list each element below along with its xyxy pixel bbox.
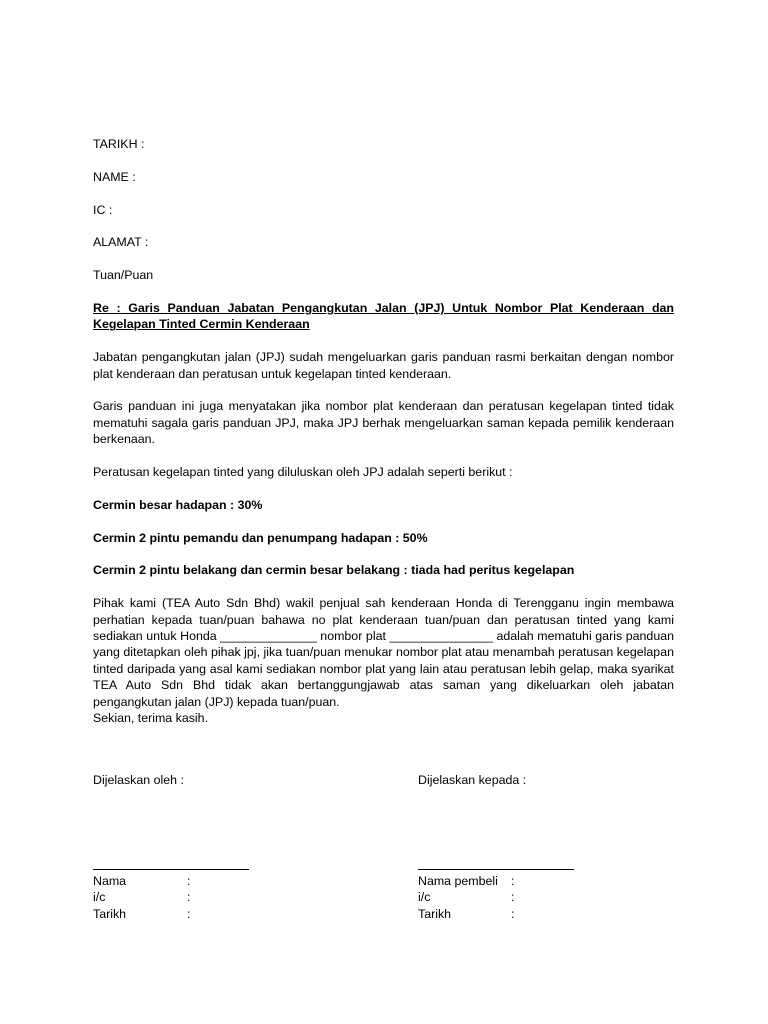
letter-body xyxy=(93,136,674,726)
signature-row xyxy=(418,873,514,889)
date-field-label: TARIKH : xyxy=(93,137,145,151)
salutation: Tuan/Puan xyxy=(93,268,154,283)
paragraph: Garis panduan ini juga menyatakan jika nombor plat kenderaan dan peratusan kegelapan tinted tidak mematuhi sagala garis panduan JPJ, maka JPJ berhak mengeluarkan saman kepada pemilik kenderaan berkenaan. xyxy=(93,399,674,447)
signature-row-colon: : xyxy=(511,874,515,888)
signature-row xyxy=(93,889,190,905)
signature-row xyxy=(418,889,514,905)
signature-row-label: Nama pembeli xyxy=(418,874,498,888)
closing-line: Sekian, terima kasih. xyxy=(93,711,209,726)
signature-row-label: Nama xyxy=(93,874,127,888)
signature-details-right xyxy=(418,873,514,922)
paragraph: Jabatan pengangkutan jalan (JPJ) sudah mengeluarkan garis panduan rasmi berkaitan dengan nombor plat kenderaan dan peratusan untuk kegelapan tinted kenderaan. xyxy=(93,350,674,381)
paragraph: Peratusan kegelapan tinted yang diluluskan oleh JPJ adalah seperti berikut : xyxy=(93,465,513,479)
signature-row-colon: : xyxy=(187,890,191,905)
signature-row-colon: : xyxy=(187,874,191,888)
name-field-label: NAME : xyxy=(93,169,136,184)
signature-row-label: i/c xyxy=(418,890,431,905)
notice-paragraph: Pihak kami (TEA Auto Sdn Bhd) wakil penjual sah kenderaan Honda di Terengganu ingin membawa perhatian kepada tuan/puan bahawa no plat kenderaan tuan/puan dan peratusan tinted yang kami sediakan untuk Honda ______________ nombor plat _______________ adalah mematuhi garis panduan yang ditetapkan oleh pihak jpj, jika tuan/puan menukar nombor plat atau menambah peratusan kegelapan tinted daripada yang asal kami sediakan nombor plat yang lain atau peratusan lebih gelap, maka syarikat TEA Auto Sdn Bhd tidak akan bertanggungjawab atas saman yang dikeluarkan oleh jabatan pengangkutan jalan (JPJ) kepada tuan/puan. xyxy=(93,596,674,709)
ic-field-label: IC : xyxy=(93,202,113,217)
signature-row xyxy=(93,906,190,922)
address-field-label: ALAMAT : xyxy=(93,235,149,250)
signature-row-label: i/c xyxy=(93,890,106,905)
signature-row-colon: : xyxy=(511,890,515,905)
tint-rule: Cermin 2 pintu belakang dan cermin besar belakang : tiada had peritus kegelapan xyxy=(93,563,575,578)
signature-heading-right: Dijelaskan kepada : xyxy=(418,773,527,787)
signature-heading-left: Dijelaskan oleh : xyxy=(93,773,184,787)
signature-line-right xyxy=(418,869,574,870)
tint-rule: Cermin besar hadapan : 30% xyxy=(93,497,263,512)
signature-row xyxy=(93,873,190,889)
signature-row-label: Tarikh xyxy=(418,906,452,921)
signature-row xyxy=(418,906,514,922)
signature-line-left xyxy=(93,869,249,870)
subject-line: Re : Garis Panduan Jabatan Pengangkutan Jalan (JPJ) Untuk Nombor Plat Kenderaan dan Kegelapan Tinted Cermin Kenderaan xyxy=(93,300,674,332)
signature-row-colon: : xyxy=(511,906,515,921)
signature-details-left xyxy=(93,873,190,922)
signature-row-label: Tarikh xyxy=(93,906,127,921)
signature-row-colon: : xyxy=(187,906,191,921)
tint-rule: Cermin 2 pintu pemandu dan penumpang hadapan : 50% xyxy=(93,530,428,545)
